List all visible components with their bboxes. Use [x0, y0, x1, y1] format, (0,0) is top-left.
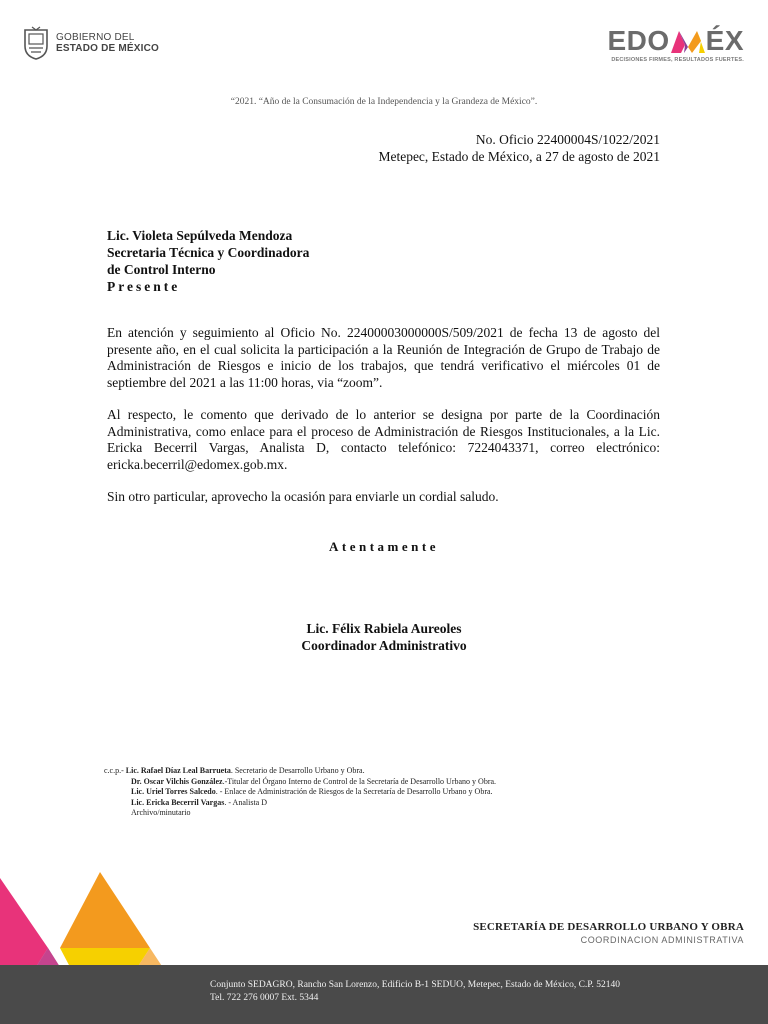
ccp-entry	[104, 777, 496, 788]
edomex-m-icon	[671, 29, 705, 53]
reference-block	[378, 131, 660, 165]
gov-line1: GOBIERNO DEL	[56, 32, 135, 43]
recipient-name: Lic. Violeta Sepúlveda Mendoza	[107, 228, 293, 243]
department-name: SECRETARÍA DE DESARROLLO URBANO Y OBRA	[473, 921, 744, 933]
ccp-name: Lic. Ericka Becerril Vargas	[131, 797, 225, 807]
recipient-greeting: Presente	[107, 279, 181, 294]
edomex-word-right: ÉX	[705, 25, 744, 56]
body-paragraph-1: En atención y seguimiento al Oficio No. 22400003000000S/509/2021 de fecha 13 de agosto del presente año, en el cual solicita la participación a la Reunión de Integración de Grupo de Trabajo de Administración de Riesgos e inicio de los trabajos, que tendrá verificativo el miércoles 01 de septiembre del 2021 a las 11:00 horas, via “zoom”.	[107, 325, 660, 390]
edomex-word-left: EDO	[607, 25, 670, 56]
edomex-wordmark	[607, 26, 744, 56]
oficio-number: No. Oficio 22400004S/1022/2021	[475, 132, 660, 147]
ccp-archive: Archivo/minutario	[131, 808, 191, 818]
body-paragraph-3: Sin otro particular, aprovecho la ocasión para enviarle un cordial saludo.	[107, 489, 499, 504]
ccp-entry	[104, 798, 496, 809]
ccp-role: . - Enlace de Administración de Riesgos de la Secretaría de Desarrollo Urbano y Obra.	[215, 787, 493, 797]
carbon-copy-list	[104, 766, 496, 819]
footer-phone: Tel. 722 276 0007 Ext. 5344	[210, 993, 319, 1003]
ccp-name: Dr. Oscar Vilchis González	[131, 776, 223, 786]
body-paragraph-2: Al respecto, le comento que derivado de lo anterior se designa por parte de la Coordinación Administrativa, como enlace para el proceso de Administración de Riesgos Institucionales, a la Lic. Ericka Becerril Vargas, Analista D, contacto telefónico: 7224043371, correo electrónico: ericka.becerril@edomex.gob.mx.	[107, 407, 660, 472]
ccp-role: . Secretario de Desarrollo Urbano y Obra.	[230, 766, 365, 775]
recipient-title-2: de Control Interno	[107, 262, 216, 277]
recipient-title-1: Secretaria Técnica y Coordinadora	[107, 245, 310, 260]
footer-contact	[210, 979, 620, 1005]
ccp-role: .-Titular del Órgano Interno de Control de la Secretaría de Desarrollo Urbano y Obra.	[222, 776, 497, 786]
ccp-entry	[104, 787, 496, 798]
ccp-name: Lic. Uriel Torres Salcedo	[131, 787, 216, 797]
edomex-logo	[607, 26, 744, 63]
year-motto: “2021. “Año de la Consumación de la Independencia y la Grandeza de México”.	[230, 97, 538, 107]
signer-name: Lic. Félix Rabiela Aureoles	[306, 621, 462, 636]
gov-line2: ESTADO DE MÉXICO	[56, 43, 160, 54]
edomex-tagline: DECISIONES FIRMES, RESULTADOS FUERTES.	[611, 57, 744, 63]
department-block	[473, 921, 744, 945]
ccp-entry	[104, 766, 496, 777]
coat-of-arms-icon	[22, 26, 50, 60]
recipient-block	[107, 227, 309, 295]
ccp-name: Lic. Rafael Díaz Leal Barrueta	[125, 766, 231, 775]
place-date: Metepec, Estado de México, a 27 de agosto de 2021	[378, 149, 660, 164]
signature-block	[0, 620, 768, 654]
closing-atentamente: Atentamente	[329, 539, 439, 554]
ccp-prefix: c.c.p.-	[104, 766, 124, 775]
ccp-role: . - Analista D	[224, 797, 267, 807]
government-logo	[22, 26, 159, 60]
unit-name: COORDINACION ADMINISTRATIVA	[580, 935, 744, 945]
footer-address: Conjunto SEDAGRO, Rancho San Lorenzo, Edificio B-1 SEDUO, Metepec, Estado de México, C.P. 52140	[210, 980, 621, 990]
signer-title: Coordinador Administrativo	[301, 638, 467, 653]
government-name	[56, 32, 159, 54]
